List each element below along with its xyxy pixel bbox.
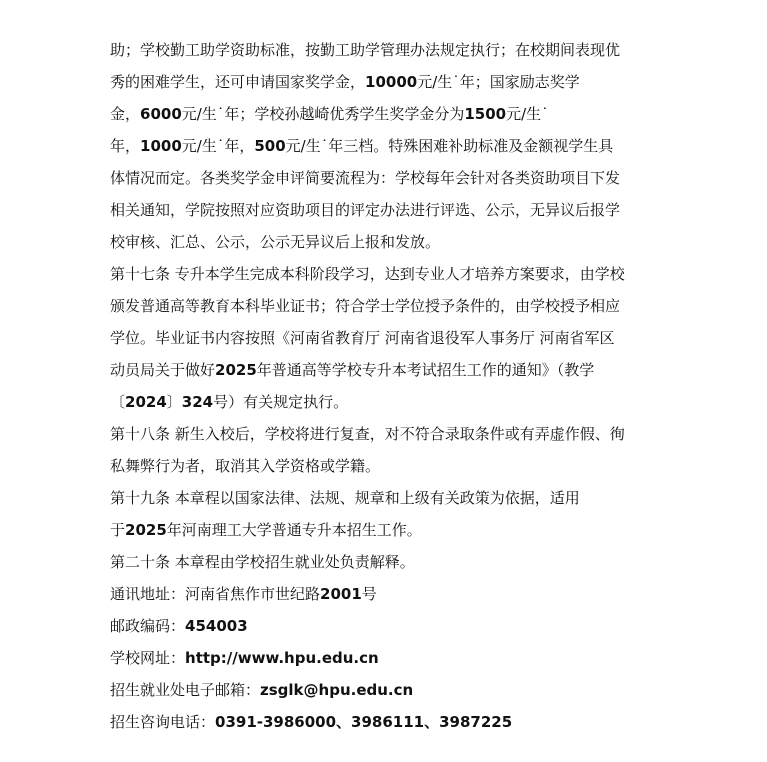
text-segment: 元/生˙年；国家励志奖学 <box>417 73 580 91</box>
bold-number: 324 <box>181 393 214 411</box>
text-line <box>110 162 671 194</box>
email-link[interactable]: zsglk@hpu.edu.cn <box>260 681 414 699</box>
postcode-value: 454003 <box>185 617 248 635</box>
text-segment: 金， <box>110 105 141 123</box>
text-segment: 私舞弊行为者，取消其入学资格或学籍。 <box>110 457 381 475</box>
text-segment: 助；学校勤工助学资助标准，按勤工助学管理办法规定执行；在校期间表现优 <box>110 41 621 59</box>
text-line <box>110 482 671 514</box>
text-line <box>110 546 671 578</box>
article-17 <box>110 258 671 418</box>
text-line <box>110 34 671 66</box>
text-line <box>110 130 671 162</box>
article-20 <box>110 546 671 578</box>
text-segment: 学位。毕业证书内容按照《河南省教育厅 河南省退役军人事务厅 河南省军区 <box>110 329 615 347</box>
text-line <box>110 290 671 322</box>
address-number: 2001 <box>320 585 362 603</box>
postcode-label: 邮政编码： <box>110 617 186 635</box>
email-label: 招生就业处电子邮箱： <box>110 681 261 699</box>
text-line <box>110 322 671 354</box>
text-segment: 年， <box>110 137 141 155</box>
text-line <box>110 194 671 226</box>
bold-number: 500 <box>254 137 286 155</box>
text-line <box>110 258 671 290</box>
bold-number: 1500 <box>464 105 507 123</box>
text-line <box>110 354 671 386</box>
text-segment: 第二十条 本章程由学校招生就业处负责解释。 <box>110 553 415 571</box>
text-line <box>110 418 671 450</box>
bold-number: 2025 <box>215 361 257 379</box>
bold-number: 10000 <box>365 73 418 91</box>
address-suffix: 号 <box>361 585 377 603</box>
text-segment: 元/生˙年；学校孙越崎优秀学生奖学金分为 <box>181 105 465 123</box>
contact-phone <box>110 706 671 738</box>
bold-number: 6000 <box>140 105 182 123</box>
text-segment: 动员局关于做好 <box>110 361 216 379</box>
text-segment: 第十九条 本章程以国家法律、法规、规章和上级有关政策为依据，适用 <box>110 489 580 507</box>
article-18 <box>110 418 671 482</box>
address-label: 通讯地址：河南省焦作市世纪路 <box>110 585 321 603</box>
text-segment: 颁发普通高等教育本科毕业证书；符合学士学位授予条件的，由学校授予相应 <box>110 297 621 315</box>
paragraph-fee-and-scholarship <box>110 34 671 258</box>
text-segment: 校审核、汇总、公示，公示无异议后上报和发放。 <box>110 233 441 251</box>
text-segment: 第十八条 新生入校后，学校将进行复查，对不符合录取条件或有弄虚作假、徇 <box>110 425 625 443</box>
contact-email <box>110 674 671 706</box>
text-line <box>110 66 671 98</box>
text-segment: 第十七条 专升本学生完成本科阶段学习，达到专业人才培养方案要求，由学校 <box>110 265 625 283</box>
phone-numbers: 0391-3986000、3986111、3987225 <box>215 713 513 731</box>
text-segment: 元/生˙年， <box>181 137 255 155</box>
text-segment: 年普通高等学校专升本考试招生工作的通知》（教学 <box>256 361 595 379</box>
text-segment: 元/生˙ <box>506 105 549 123</box>
phone-label: 招生咨询电话： <box>110 713 216 731</box>
text-segment: 号）有关规定执行。 <box>213 393 349 411</box>
text-segment: 秀的困难学生，还可申请国家奖学金， <box>110 73 366 91</box>
text-segment: 相关通知，学院按照对应资助项目的评定办法进行评选、公示，无异议后报学 <box>110 201 621 219</box>
bold-number: 2025 <box>125 521 167 539</box>
text-segment: 年河南理工大学普通专升本招生工作。 <box>166 521 422 539</box>
text-line <box>110 386 671 418</box>
text-segment: 于 <box>110 521 126 539</box>
contact-postcode <box>110 610 671 642</box>
website-label: 学校网址： <box>110 649 186 667</box>
text-segment: 元/生˙年三档。特殊困难补助标准及金额视学生具 <box>285 137 614 155</box>
website-link[interactable]: http://www.hpu.edu.cn <box>185 649 379 667</box>
text-segment: 体情况而定。各类奖学金申评简要流程为：学校每年会针对各类资助项目下发 <box>110 169 621 187</box>
bold-number: 2024 <box>125 393 167 411</box>
text-segment: 〔 <box>110 393 126 411</box>
text-line <box>110 450 671 482</box>
text-segment: 〕 <box>166 393 182 411</box>
contact-info <box>110 578 671 738</box>
text-line <box>110 514 671 546</box>
article-19 <box>110 482 671 546</box>
text-line <box>110 98 671 130</box>
bold-number: 1000 <box>140 137 182 155</box>
contact-address <box>110 578 671 610</box>
contact-website <box>110 642 671 674</box>
text-line <box>110 226 671 258</box>
